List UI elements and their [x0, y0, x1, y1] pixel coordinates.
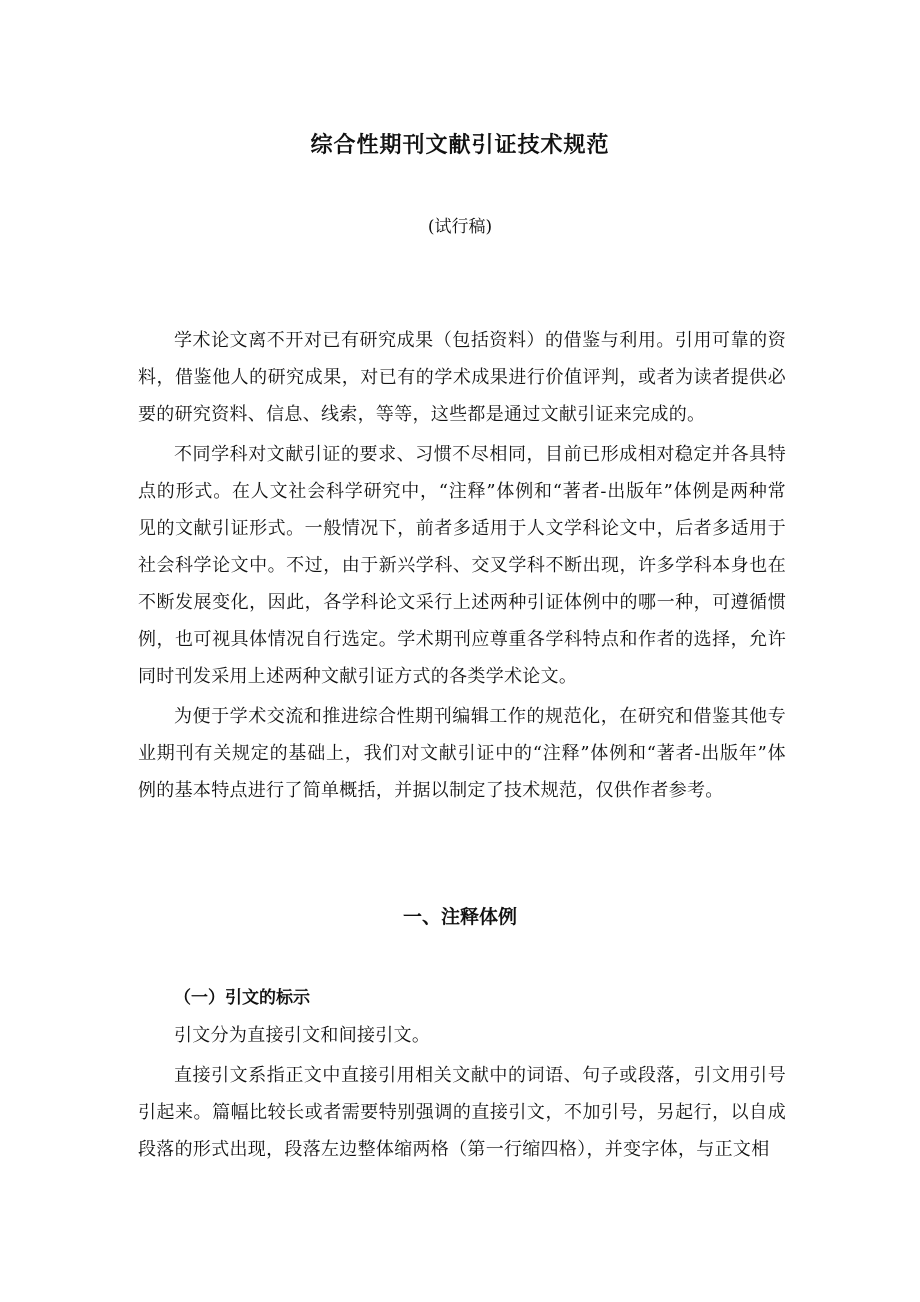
document-title: 综合性期刊文献引证技术规范 — [310, 133, 610, 158]
subsection-heading: （一）引文的标示 — [174, 988, 310, 1008]
document-subtitle: (试行稿) — [427, 217, 493, 237]
section-heading: 一、注释体例 — [402, 906, 517, 928]
intro-section — [138, 322, 786, 812]
intro-paragraph-1: 学术论文离不开对已有研究成果（包括资料）的借鉴与利用。引用可靠的资料，借鉴他人的研究成果，对已有的学术成果进行价值评判，或者为读者提供必要的研究资料、信息、线索，等等，这些都是通过文献引证来完成的。 — [138, 330, 786, 425]
section-paragraph-2: 直接引文系指正文中直接引用相关文献中的词语、句子或段落，引文用引号引起来。篇幅比较长或者需要特别强调的直接引文，不加引号，另起行，以自成段落的形式出现，段落左边整体缩两格（第一行缩四格），并变字体，与正文相 — [138, 1065, 786, 1160]
section-paragraph-1: 引文分为直接引文和间接引文。 — [174, 1025, 431, 1046]
intro-paragraph-2: 不同学科对文献引证的要求、习惯不尽相同，目前已形成相对稳定并各具特点的形式。在人文社会科学研究中，“注释”体例和“著者-出版年”体例是两种常见的文献引证形式。一般情况下，前者多适用于人文学科论文中，后者多适用于社会科学论文中。不过，由于新兴学科、交叉学科不断出现，许多学科本身也在不断发展变化，因此，各学科论文采行上述两种引证体例中的哪一种，可遵循惯例，也可视具体情况自行选定。学术期刊应尊重各学科特点和作者的选择，允许同时刊发采用上述两种文献引证方式的各类学术论文。 — [138, 444, 786, 687]
section-body — [138, 1017, 786, 1171]
intro-paragraph-3: 为便于学术交流和推进综合性期刊编辑工作的规范化，在研究和借鉴其他专业期刊有关规定的基础上，我们对文献引证中的“注释”体例和“著者-出版年”体例的基本特点进行了简单概括，并据以制定了技术规范，仅供作者参考。 — [138, 706, 786, 801]
